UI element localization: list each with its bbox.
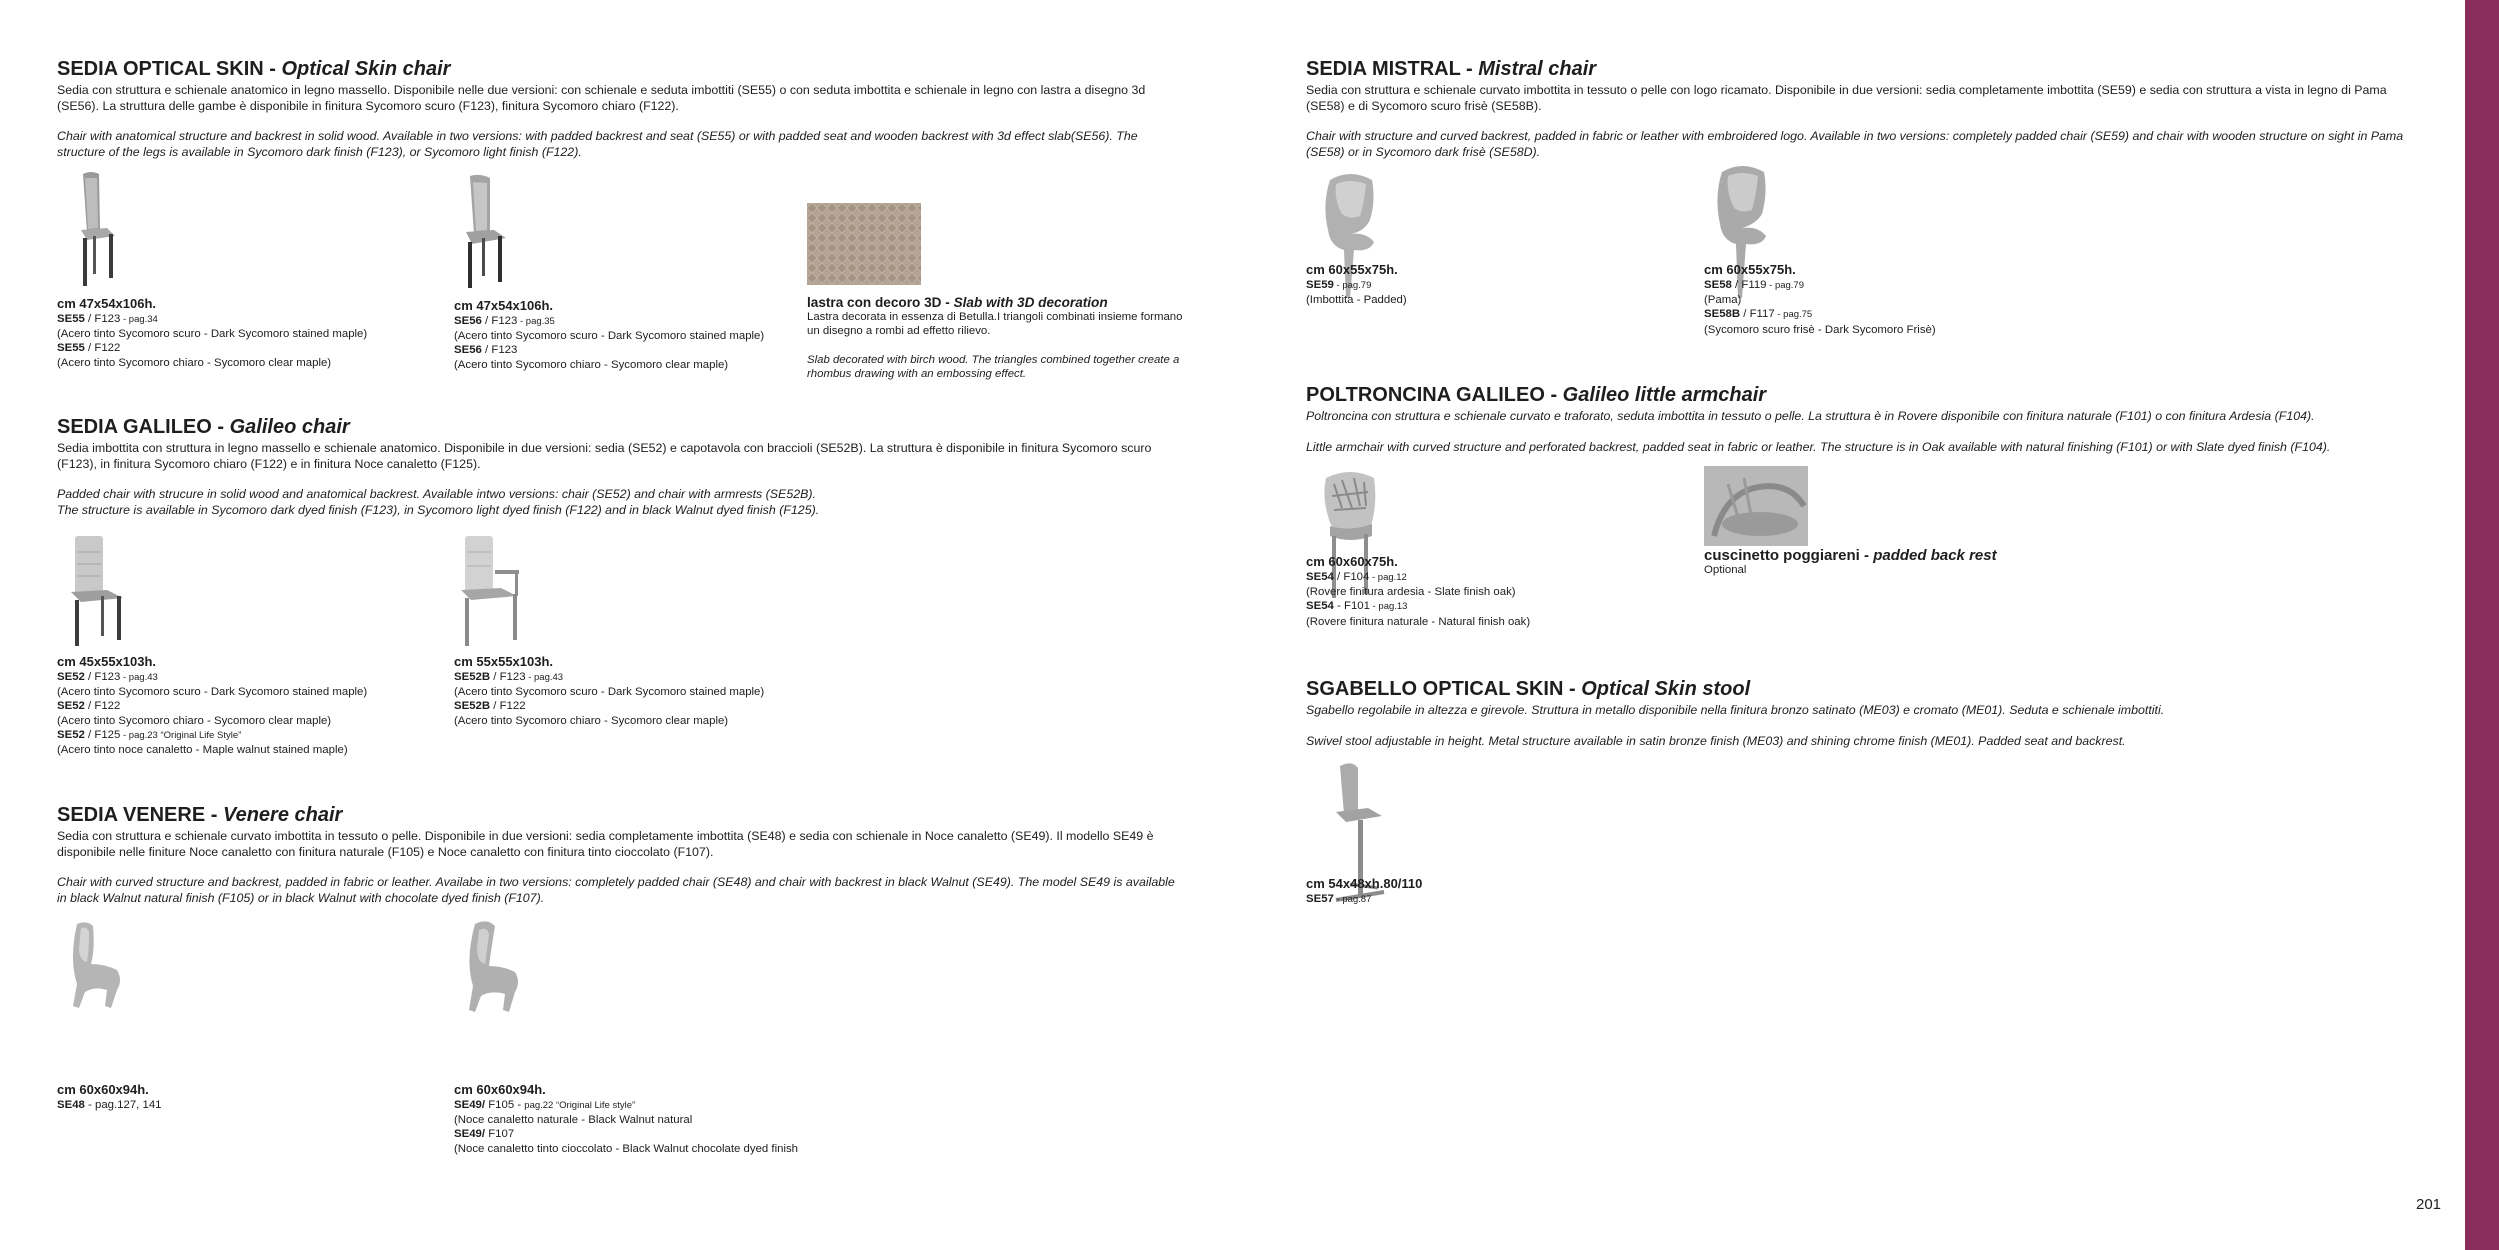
product-se48 bbox=[57, 1082, 417, 1112]
product-code: SE56 bbox=[454, 344, 482, 357]
slab-title-separator: - bbox=[941, 295, 954, 310]
optical-skin-chair-se56-image bbox=[450, 174, 514, 290]
product-dimensions: cm 47x54x106h. bbox=[454, 298, 554, 313]
finish-code: - F101 bbox=[1333, 600, 1370, 613]
finish-code: / F125 bbox=[84, 728, 121, 741]
description-en-2: The structure is available in Sycomoro dark dyed finish (F123), in Sycomoro light dyed finish (F122) and in black Walnut dyed finish (F125). bbox=[57, 502, 820, 517]
finish-code: / F117 bbox=[1740, 308, 1775, 321]
product-dimensions: cm 60x55x75h. bbox=[1306, 262, 1398, 277]
description-it: Sgabello regolabile in altezza e girevole. Struttura in metallo disponibile nella finitura bronzo satinato (ME03) e cromato (ME01). Seduta e schienale imbottiti. bbox=[1306, 703, 2165, 717]
product-code: SE49/ bbox=[454, 1128, 486, 1141]
product-code: SE58B bbox=[1704, 308, 1741, 321]
product-code: SE55 bbox=[57, 313, 85, 325]
padded-back-rest-image bbox=[1704, 466, 1808, 546]
finish-description: (Acero tinto noce canaletto - Maple walnut stained maple) bbox=[57, 744, 348, 757]
product-code: SE49/ bbox=[454, 1099, 486, 1111]
product-code: SE52B bbox=[454, 671, 491, 683]
finish-code: F105 - bbox=[485, 1099, 525, 1111]
product-dimensions: cm 47x54x106h. bbox=[57, 296, 157, 311]
slab-description-en: Slab decorated with birch wood. The triangles combined together create a rhombus drawing with an embossing effect. bbox=[807, 353, 1180, 380]
accent-bar bbox=[2465, 0, 2499, 1250]
description-en: Swivel stool adjustable in height. Metal structure available in satin bronze finish (ME03) and shining chrome finish (ME01). Padded seat and backrest. bbox=[1306, 733, 2126, 748]
section-venere bbox=[57, 804, 1187, 906]
finish-code: / F119 bbox=[1731, 279, 1767, 291]
product-se52 bbox=[57, 654, 437, 757]
product-code-line bbox=[454, 343, 814, 357]
product-code-line bbox=[57, 1098, 417, 1112]
finish-description: (Acero tinto Sycomoro chiaro - Sycomoro clear maple) bbox=[57, 356, 332, 369]
finish-code: / F123 bbox=[481, 315, 518, 327]
finish-code: F107 bbox=[485, 1128, 515, 1141]
finish-code: / F123 bbox=[84, 313, 121, 325]
product-code-line bbox=[454, 314, 814, 329]
finish-code: / F122 bbox=[490, 700, 526, 713]
slab-title-en: Slab with 3D decoration bbox=[953, 295, 1108, 310]
section-title bbox=[57, 416, 1187, 439]
title-separator: - bbox=[1859, 547, 1874, 564]
finish-description: (Rovere finitura ardesia - Slate finish oak) bbox=[1306, 586, 1516, 599]
product-code-line bbox=[1306, 570, 1686, 585]
description-en: Chair with anatomical structure and backrest in solid wood. Available in two versions: with padded backrest and seat (SE55) or with padded seat and wooden backrest with 3d effect slab(SE56). The structure of the legs is available in Sycomoro dark finish (F123), or Sycomoro light finish (F122). bbox=[57, 129, 1138, 159]
title-en: Galileo little armchair bbox=[1562, 384, 1767, 406]
finish-description: (Acero tinto Sycomoro chiaro - Sycomoro clear maple) bbox=[57, 714, 332, 727]
section-sgabello-optical-skin bbox=[1306, 678, 2416, 749]
description-en-1: Padded chair with strucure in solid wood and anatomical backrest. Available intwo versions: chair (SE52) and chair with armrests (SE52B). bbox=[57, 487, 816, 502]
finish-code: / F122 bbox=[84, 342, 121, 355]
title-separator: - bbox=[205, 804, 223, 826]
product-code-line bbox=[1704, 278, 2064, 293]
title-en: Venere chair bbox=[222, 804, 343, 826]
description-en: Chair with curved structure and backrest, padded in fabric or leather. Availabe in two versions: completely padded chair (SE48) and chair with backrest in black Walnut (SE49). The model SE49 is available in black Walnut natural finish (F105) or in black Walnut with chocolate dyed finish (F107). bbox=[57, 875, 1175, 905]
product-code: SE58 bbox=[1704, 279, 1732, 291]
finish-description: (Pama) bbox=[1704, 294, 1742, 307]
section-galileo bbox=[57, 416, 1187, 518]
section-title bbox=[1306, 58, 2416, 81]
title-en: Optical Skin stool bbox=[1581, 678, 1751, 700]
title-en: Galileo chair bbox=[229, 416, 350, 438]
venere-chair-se48-image bbox=[65, 920, 131, 1010]
section-poltroncina-galileo bbox=[1306, 384, 2416, 455]
slab-title bbox=[807, 296, 1187, 310]
title-en: padded back rest bbox=[1873, 547, 1997, 564]
finish-description: (Imbottita - Padded) bbox=[1306, 294, 1407, 307]
3d-slab-texture-image bbox=[807, 203, 921, 285]
title-it: SGABELLO OPTICAL SKIN bbox=[1306, 678, 1564, 700]
product-code: SE56 bbox=[454, 315, 482, 327]
description-it: Poltroncina con struttura e schienale curvato e traforato, seduta imbottita in tessuto o pelle. La struttura è in Rovere disponibile con finitura naturale (F101) o con finitura Ardesia (F104). bbox=[1306, 409, 2315, 423]
finish-description: (Noce canaletto tinto cioccolato - Black Walnut chocolate dyed finish bbox=[454, 1142, 799, 1155]
finish-description: (Sycomoro scuro frisè - Dark Sycomoro Frisè) bbox=[1704, 323, 1936, 336]
finish-code: / F123 bbox=[490, 671, 526, 683]
title-it: SEDIA MISTRAL bbox=[1306, 58, 1461, 80]
description-it: Sedia con struttura e schienale anatomico in legno massello. Disponibile nelle due versioni: con schienale e seduta imbottiti (SE55) o con seduta imbottita e schienale in legno con lastra a disegno 3d (SE56). La struttura delle gambe è disponibile in finitura Sycomoro scuro (F123), finitura Sycomoro chiaro (F122). bbox=[57, 83, 1146, 113]
page-number: 201 bbox=[2416, 1196, 2442, 1213]
finish-description: (Acero tinto Sycomoro chiaro - Sycomoro clear maple) bbox=[454, 358, 729, 371]
page-ref: pag.22 “Original Life style” bbox=[524, 1100, 636, 1111]
description-it: Sedia con struttura e schienale curvato imbottita in tessuto o pelle. Disponibile in due versioni: sedia completamente imbottita (SE48) e sedia con schienale in Noce canaletto (SE49). Il modello SE49 è disponibile nelle finiture Noce canaletto con finitura naturale (F105) e Noce canaletto con finitura tinto cioccolato (F107). bbox=[57, 829, 1154, 859]
product-code: SE52B bbox=[454, 700, 491, 713]
product-code-line bbox=[57, 312, 417, 327]
product-code: SE52 bbox=[57, 671, 85, 683]
finish-code: / F104 bbox=[1333, 571, 1370, 583]
page-ref: - pag.34 bbox=[120, 314, 158, 325]
title-it: SEDIA OPTICAL SKIN bbox=[57, 58, 264, 80]
product-dimensions: cm 60x55x75h. bbox=[1704, 262, 1796, 277]
product-code-line bbox=[57, 341, 417, 355]
product-code: SE54 bbox=[1306, 571, 1334, 583]
section-title bbox=[57, 58, 1187, 81]
section-title bbox=[1306, 678, 2416, 701]
section-title bbox=[1306, 384, 2416, 407]
title-separator: - bbox=[1460, 58, 1479, 80]
finish-code: / F123 bbox=[84, 671, 121, 683]
title-it: cuscinetto poggiareni bbox=[1704, 547, 1860, 564]
product-code: SE52 bbox=[57, 728, 85, 741]
title-separator: - bbox=[263, 58, 282, 80]
description-it: Sedia con struttura e schienale curvato imbottita in tessuto o pelle con logo ricamato. Disponibile in due versioni: sedia completamente imbottita (SE59) e sedia con struttura a vista in legno di Pama (SE58) e di Sycomoro scuro frisè (SE58B). bbox=[1306, 83, 2387, 113]
product-code-line bbox=[1306, 892, 1666, 907]
section-mistral bbox=[1306, 58, 2416, 160]
title-en: Mistral chair bbox=[1478, 58, 1597, 80]
product-se56 bbox=[454, 298, 814, 372]
title-separator: - bbox=[1544, 384, 1563, 406]
slab-description-it: Lastra decorata in essenza di Betulla.I triangoli combinati insieme formano un disegno a rombi ad effetto rilievo. bbox=[807, 311, 1183, 338]
page-ref: - pag.12 bbox=[1369, 572, 1407, 583]
product-3d-slab bbox=[807, 296, 1187, 381]
product-se49 bbox=[454, 1082, 874, 1156]
product-code-line bbox=[57, 670, 437, 685]
product-dimensions: cm 60x60x75h. bbox=[1306, 554, 1398, 569]
product-code-line bbox=[454, 670, 834, 685]
product-se52b bbox=[454, 654, 834, 728]
section-title bbox=[57, 804, 1187, 827]
product-code-line bbox=[57, 728, 437, 743]
finish-description: (Acero tinto Sycomoro scuro - Dark Sycomoro stained maple) bbox=[57, 328, 368, 341]
product-padded-back-rest bbox=[1704, 549, 2124, 577]
description-en: Little armchair with curved structure and perforated backrest, padded seat in fabric or leather. The structure is in Oak available with natural finishing (F101) or with Slate dyed finish (F104). bbox=[1306, 439, 2331, 454]
finish-description: (Acero tinto Sycomoro scuro - Dark Sycomoro stained maple) bbox=[454, 686, 765, 699]
page-ref: - pag.87 bbox=[1333, 894, 1372, 905]
product-code-line bbox=[1306, 599, 1686, 614]
page-ref: - pag.43 bbox=[120, 672, 158, 683]
product-code-line bbox=[454, 1127, 874, 1141]
product-code-line bbox=[1704, 307, 2064, 322]
description-it: Sedia imbottita con struttura in legno massello e schienale anatomico. Disponibile in due versioni: sedia (SE52) e capotavola con braccioli (SE52B). La struttura è disponibile in finitura Sycomoro scuro (F123), in finitura Sycomoro chiaro (F122) e in finitura Noce canaletto (F125). bbox=[57, 441, 1152, 471]
finish-description: (Acero tinto Sycomoro scuro - Dark Sycomoro stained maple) bbox=[57, 686, 368, 699]
product-code: SE52 bbox=[57, 700, 85, 713]
finish-code: / F122 bbox=[84, 700, 121, 713]
finish-description: (Acero tinto Sycomoro scuro - Dark Sycomoro stained maple) bbox=[454, 330, 765, 343]
page-ref: - pag.23 “Original Life Style” bbox=[120, 729, 242, 741]
product-se55 bbox=[57, 296, 417, 370]
product-code: SE55 bbox=[57, 342, 85, 355]
title-en: Optical Skin chair bbox=[281, 58, 451, 80]
title-separator: - bbox=[1563, 678, 1582, 700]
finish-description: (Noce canaletto naturale - Black Walnut natural bbox=[454, 1114, 693, 1127]
finish-code: / F123 bbox=[481, 344, 518, 357]
title-it: POLTRONCINA GALILEO bbox=[1306, 384, 1545, 406]
product-code: SE54 bbox=[1306, 600, 1334, 613]
finish-description: (Rovere finitura naturale - Natural finish oak) bbox=[1306, 615, 1531, 628]
product-dimensions: cm 60x60x94h. bbox=[57, 1082, 149, 1097]
padded-back-rest-title bbox=[1704, 549, 2124, 563]
optional-label: Optional bbox=[1704, 564, 1747, 577]
product-code-line bbox=[1306, 278, 1666, 293]
page-ref: - pag.75 bbox=[1774, 309, 1813, 321]
product-code: SE57 bbox=[1306, 893, 1334, 905]
product-code-line bbox=[454, 699, 834, 713]
product-code-line bbox=[454, 1098, 874, 1113]
optical-skin-chair-se55-image bbox=[67, 170, 127, 288]
product-se57 bbox=[1306, 876, 1666, 907]
finish-description: (Acero tinto Sycomoro chiaro - Sycomoro clear maple) bbox=[454, 714, 729, 727]
product-dimensions: cm 60x60x94h. bbox=[454, 1082, 546, 1097]
galileo-chair-se52-image bbox=[63, 532, 131, 648]
page-ref: - pag.35 bbox=[517, 316, 555, 327]
product-se58 bbox=[1704, 262, 2064, 337]
section-optical-skin bbox=[57, 58, 1187, 160]
product-dimensions: cm 55x55x103h. bbox=[454, 654, 554, 669]
page-ref: - pag.13 bbox=[1369, 601, 1408, 613]
galileo-chair-se52b-image bbox=[455, 532, 529, 648]
product-code: SE59 bbox=[1306, 279, 1334, 291]
page-ref: - pag.43 bbox=[525, 672, 564, 683]
product-se54 bbox=[1306, 554, 1686, 629]
product-code: SE48 bbox=[57, 1099, 85, 1111]
product-code-line bbox=[57, 699, 437, 713]
title-separator: - bbox=[211, 416, 230, 438]
page-ref: - pag.127, 141 bbox=[84, 1099, 162, 1111]
title-it: SEDIA VENERE bbox=[57, 804, 206, 826]
description-en: Chair with structure and curved backrest, padded in fabric or leather with embroidered logo. Available in two versions: completely padded chair (SE59) and chair with wooden structure on sight in Pama (SE58) or in Sycomoro dark frisè (SE58D). bbox=[1306, 129, 2404, 159]
product-dimensions: cm 54x48xh.80/110 bbox=[1306, 876, 1423, 891]
product-dimensions: cm 45x55x103h. bbox=[57, 654, 157, 669]
venere-chair-se49-image bbox=[461, 920, 527, 1014]
title-it: SEDIA GALILEO bbox=[57, 416, 212, 438]
page-ref: - pag.79 bbox=[1333, 280, 1372, 291]
page-ref: - pag.79 bbox=[1766, 280, 1804, 291]
slab-title-it: lastra con decoro 3D bbox=[807, 295, 942, 310]
product-se59 bbox=[1306, 262, 1666, 307]
